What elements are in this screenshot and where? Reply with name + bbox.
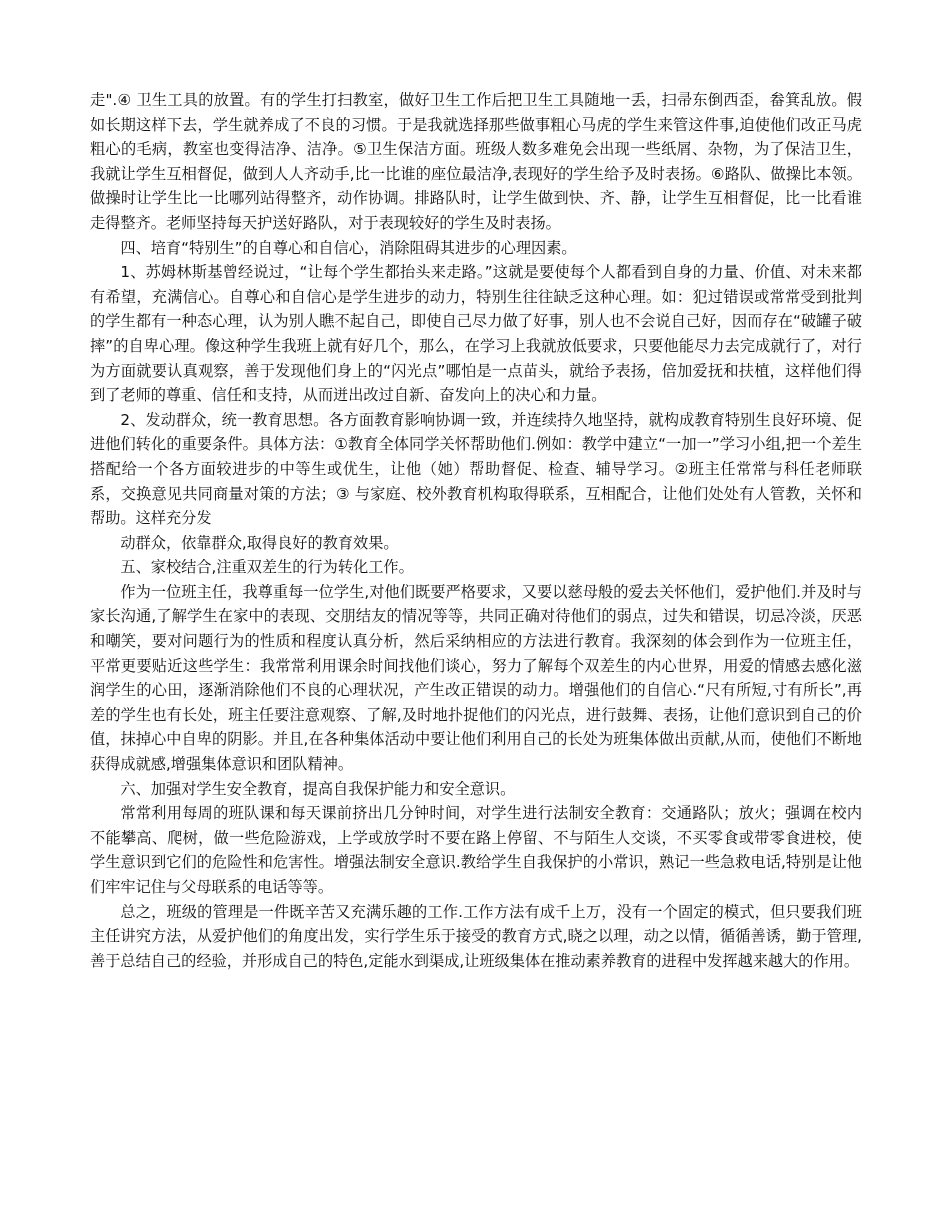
paragraph-hygiene-continued: 走".④ 卫生工具的放置。有的学生打扫教室，做好卫生工作后把卫生工具随地一丢，扫帚东倒西歪，畚箕乱放。假如长期这样下去，学生就养成了不良的习惯。于是我就选择那些做事粗心马虎的学生来管这件事,迫使他们改正马虎粗心的毛病，教室也变得洁净、洁净。⑤卫生保洁方面。班级人数多难免会出现一些纸屑、杂物，为了保洁卫生，我就让学生互相督促，做到人人齐动手,比一比谁的座位最洁净,表现好的学生给予及时表扬。⑥路队、做操比本领。做操时让学生比一比哪列站得整齐，动作协调。排路队时，让学生做到快、齐、静，让学生互相督促，比一比看谁走得整齐。老师坚持每天护送好路队，对于表现较好的学生及时表扬。 <box>90 91 862 232</box>
document-body <box>90 88 862 973</box>
paragraph-home-school: 作为一位班主任，我尊重每一位学生,对他们既要严格要求，又要以慈母般的爱去关怀他们，爱护他们.并及时与家长沟通,了解学生在家中的表现、交朋结友的情况等等，共同正确对待他们的弱点，过失和错误，切忌冷淡，厌恶和嘲笑，要对问题行为的性质和程度认真分析，然后采纳相应的方法进行教育。我深刻的体会到作为一位班主任，平常更要贴近这些学生：我常常利用课余时间找他们谈心，努力了解每个双差生的内心世界，用爱的情感去感化滋润学生的心田，逐渐消除他们不良的心理状况，产生改正错误的动力。增强他们的自信心.“尺有所短,寸有所长”,再差的学生也有长处，班主任要注意观察、了解,及时地扑捉他们的闪光点，进行鼓舞、表扬，让他们意识到自己的价值，抹掉心中自卑的阴影。并且,在各种集体活动中要让他们利用自己的长处为班集体做出贡献,从而，使他们不断地获得成就感,增强集体意识和团队精神。 <box>90 582 862 774</box>
paragraph-mobilize-masses: 2、发动群众，统一教育思想。各方面教育影响协调一致，并连续持久地坚持，就构成教育特别生良好环境、促进他们转化的重要条件。具体方法：①教育全体同学关怀帮助他们.例如：教学中建立“一加一”学习小组,把一个差生搭配给一个各方面较进步的中等生或优生，让他（她）帮助督促、检查、辅导学习。②班主任常常与科任老师联系，交换意见共同商量对策的方法；③ 与家庭、校外教育机构取得联系，互相配合，让他们处处有人管教，关怀和帮助。这样充分发 <box>90 410 862 528</box>
section-heading-five: 五、家校结合,注重双差生的行为转化工作。 <box>120 558 414 577</box>
section-heading-six: 六、加强对学生安全教育，提高自我保护能力和安全意识。 <box>120 779 516 798</box>
section-heading-four: 四、培育“特别生”的自尊心和自信心，消除阻碍其进步的心理因素。 <box>120 238 577 257</box>
paragraph-safety-education: 常常利用每周的班队课和每天课前挤出几分钟时间，对学生进行法制安全教育：交通路队；放火；强调在校内不能攀高、爬树，做一些危险游戏，上学或放学时不要在路上停留、不与陌生人交谈，不买零食或带零食进校，使学生意识到它们的危险性和危害性。增强法制安全意识.教给学生自我保护的小常识，熟记一些急救电话,特别是让他们牢牢记住与父母联系的电话等等。 <box>90 804 862 896</box>
paragraph-self-esteem: 1、苏姆林斯基曾经说过，“让每个学生都抬头来走路。”这就是要使每个人都看到自身的力量、价值、对未来都有希望，充满信心。自尊心和自信心是学生进步的动力，特别生往往缺乏这种心理。如：犯过错误或常常受到批判的学生都有一种态心理，认为别人瞧不起自己，即使自己尽力做了好事，别人也不会说自己好，因而存在“破罐子破摔”的自卑心理。像这种学生我班上就有好几个，那么，在学习上我就放低要求，只要他能尽力去完成就行了，对行为方面就要认真观察，善于发现他们身上的“闪光点”哪怕是一点苗头，就给予表扬，倍加爱抚和扶植，这样他们得到了老师的尊重、信任和支持，从而迸出改过自新、奋发向上的决心和力量。 <box>90 263 862 405</box>
paragraph-mobilize-fragment: 动群众，依靠群众,取得良好的教育效果。 <box>120 533 399 552</box>
paragraph-conclusion: 总之，班级的管理是一件既辛苦又充满乐趣的工作.工作方法有成千上万，没有一个固定的模式，但只要我们班主任讲究方法，从爱护他们的角度出发，实行学生乐于接受的教育方式,晓之以理，动之以情，循循善诱，勤于管理,善于总结自己的经验，并形成自己的特色,定能水到渠成,让班级集体在推动素养教育的进程中发挥越来越大的作用。 <box>90 902 862 970</box>
